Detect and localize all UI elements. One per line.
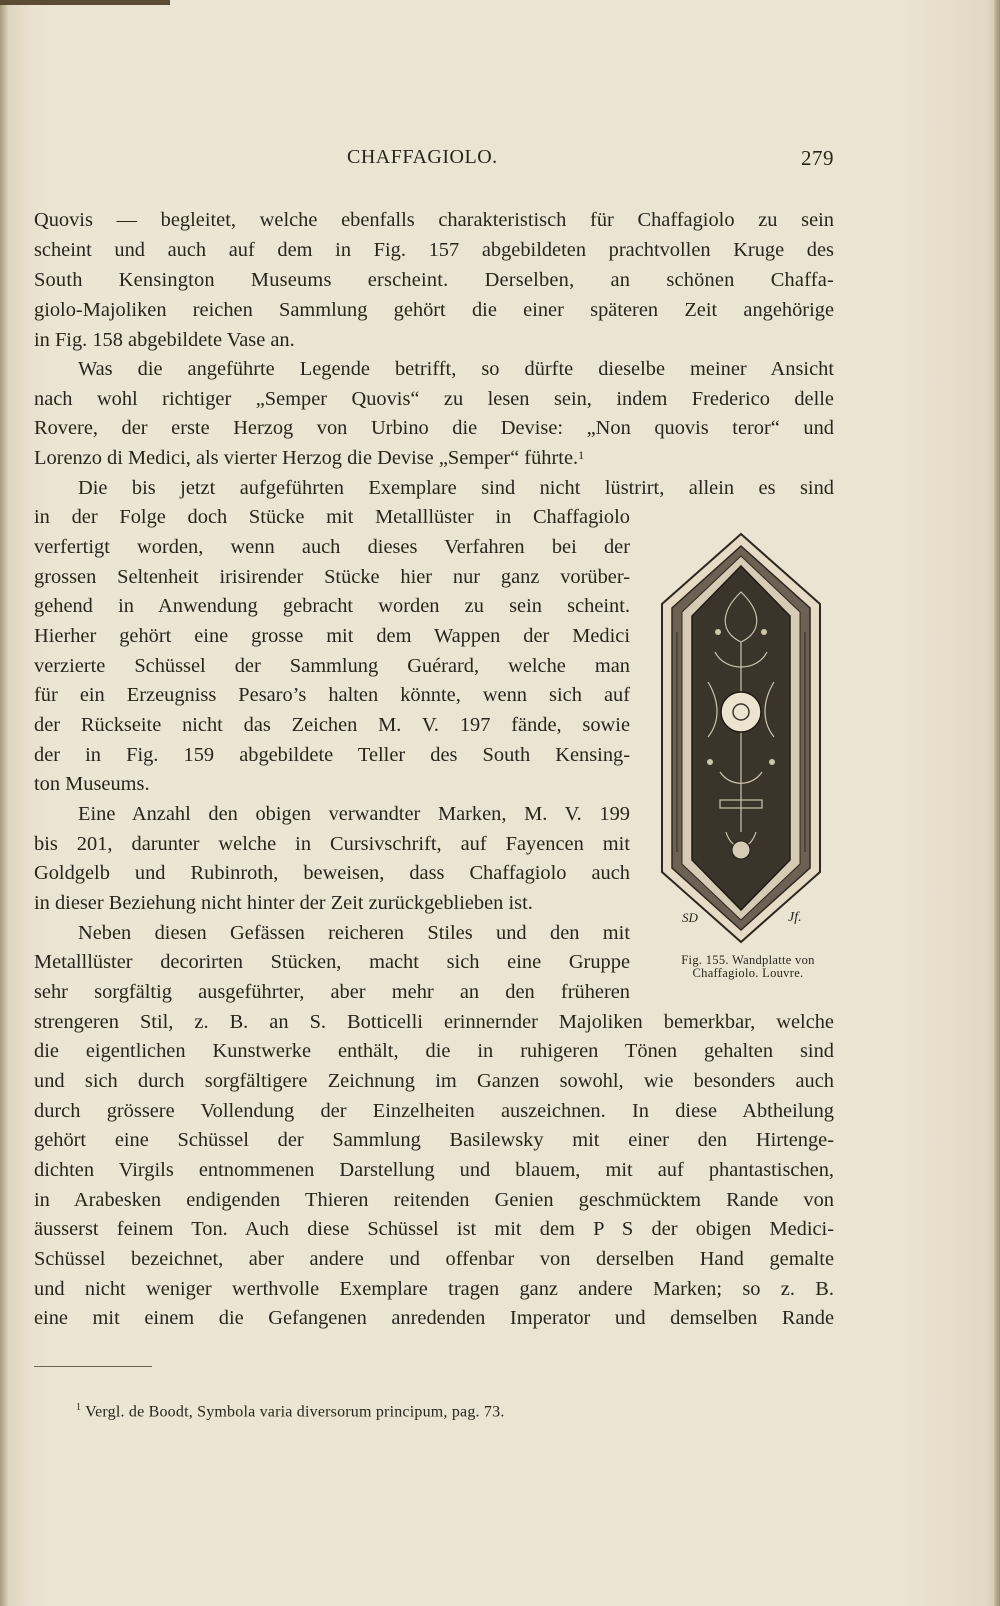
text-line: sehr sorgfältig ausgeführter, aber mehr an den früheren: [34, 981, 630, 1003]
chapter-title: CHAFFAGIOLO.: [347, 146, 498, 168]
text-line: dichten Virgils entnommenen Darstellung und blauem, mit auf phantastischen,: [34, 1159, 834, 1181]
text-line: South Kensington Museums erscheint. Derselben, an schönen Chaffa-: [34, 269, 834, 291]
text-line: [34, 443, 834, 473]
text-line: durch grössere Vollendung der Einzelheiten auszeichnen. In diese Abtheilung: [34, 1100, 834, 1122]
footnote: [76, 1402, 505, 1421]
text-line: in Arabesken endigenden Thieren reitenden Genien geschmücktem Rande von: [34, 1189, 834, 1211]
text-line: äusserst feinem Ton. Auch diese Schüssel ist mit dem P S der obigen Medici-: [34, 1218, 834, 1240]
page-edge-shadow: [994, 0, 1000, 1606]
text-line: Goldgelb und Rubinroth, beweisen, dass Chaffagiolo auch: [34, 862, 630, 884]
text-line: Schüssel bezeichnet, aber andere und offenbar von derselben Hand gemalte: [34, 1248, 834, 1270]
hexagonal-tile-illustration: [660, 532, 822, 944]
text-line: Hierher gehört eine grosse mit dem Wappen der Medici: [34, 625, 630, 647]
text-line: in der Folge doch Stücke mit Metalllüster in Chaffagiolo: [34, 506, 630, 528]
binding-tape: [0, 0, 170, 5]
page-gutter-shadow: [0, 0, 8, 1606]
text-line: Was die angeführte Legende betrifft, so dürfte dieselbe meiner Ansicht: [78, 358, 834, 380]
text-line: grossen Seltenheit irisirender Stücke hier nur ganz vorüber-: [34, 566, 630, 588]
footnote-text: Vergl. de Boodt, Symbola varia diversorum principum, pag. 73.: [85, 1403, 505, 1421]
monogram-left: SD: [682, 910, 698, 925]
text-line: bis 201, darunter welche in Cursivschrift, auf Fayencen mit: [34, 833, 630, 855]
monogram-right: Jf.: [788, 910, 802, 925]
text-line: ton Museums.: [34, 773, 150, 795]
text-line: strengeren Stil, z. B. an S. Botticelli erinnernder Majoliken bemerkbar, welche: [34, 1011, 834, 1033]
page-number: 279: [801, 146, 834, 170]
text-line: nach wohl richtiger „Semper Quovis“ zu lesen sein, indem Frederico delle: [34, 388, 834, 410]
footnote-marker: 1: [578, 448, 585, 462]
text-line: der in Fig. 159 abgebildete Teller des South Kensing-: [34, 744, 630, 766]
footnote-number: 1: [76, 1402, 82, 1413]
text-line: Quovis — begleitet, welche ebenfalls charakteristisch für Chaffagiolo zu sein: [34, 209, 834, 231]
footnote-divider: [34, 1366, 152, 1367]
figure-caption: Fig. 155. Wandplatte von Chaffagiolo. Louvre.: [681, 953, 815, 980]
text-line: und nicht weniger werthvolle Exemplare tragen ganz andere Marken; so z. B.: [34, 1278, 834, 1300]
text-line: in dieser Beziehung nicht hinter der Zeit zurückgeblieben ist.: [34, 892, 533, 914]
text-line: verzierte Schüssel der Sammlung Guérard, welche man: [34, 655, 630, 677]
figure-wall-tile: [660, 532, 822, 944]
text-line: für ein Erzeugniss Pesaro’s halten könnte, wenn sich auf: [34, 684, 630, 706]
running-header: [34, 146, 834, 176]
text-line: Die bis jetzt aufgeführten Exemplare sind nicht lüstrirt, allein es sind: [78, 477, 834, 499]
text-line: Eine Anzahl den obigen verwandter Marken, M. V. 199: [78, 803, 630, 825]
text-line: Rovere, der erste Herzog von Urbino die Devise: „Non quovis teror“ und: [34, 417, 834, 439]
text-line: scheint und auch auf dem in Fig. 157 abgebildeten prachtvollen Kruge des: [34, 239, 834, 261]
text-line: die eigentlichen Kunstwerke enthält, die in ruhigeren Tönen gehalten sind: [34, 1040, 834, 1062]
text-line: eine mit einem die Gefangenen anredenden Imperator und demselben Rande: [34, 1307, 834, 1329]
text-line: giolo-Majoliken reichen Sammlung gehört die einer späteren Zeit angehörige: [34, 299, 834, 321]
text-line: und sich durch sorgfältigere Zeichnung im Ganzen sowohl, wie besonders auch: [34, 1070, 834, 1092]
text-line: Metalllüster decorirten Stücken, macht sich eine Gruppe: [34, 951, 630, 973]
text-line-content: Lorenzo di Medici, als vierter Herzog die Devise „Semper“ führte.: [34, 447, 579, 469]
text-line: der Rückseite nicht das Zeichen M. V. 197 fände, sowie: [34, 714, 630, 736]
text-line: gehört eine Schüssel der Sammlung Basilewsky mit einer den Hirtenge-: [34, 1129, 834, 1151]
text-line: Neben diesen Gefässen reicheren Stiles und den mit: [78, 922, 630, 944]
text-line: gehend in Anwendung gebracht worden zu sein scheint.: [34, 595, 630, 617]
text-line: verfertigt worden, wenn auch dieses Verfahren bei der: [34, 536, 630, 558]
text-line: in Fig. 158 abgebildete Vase an.: [34, 329, 295, 351]
